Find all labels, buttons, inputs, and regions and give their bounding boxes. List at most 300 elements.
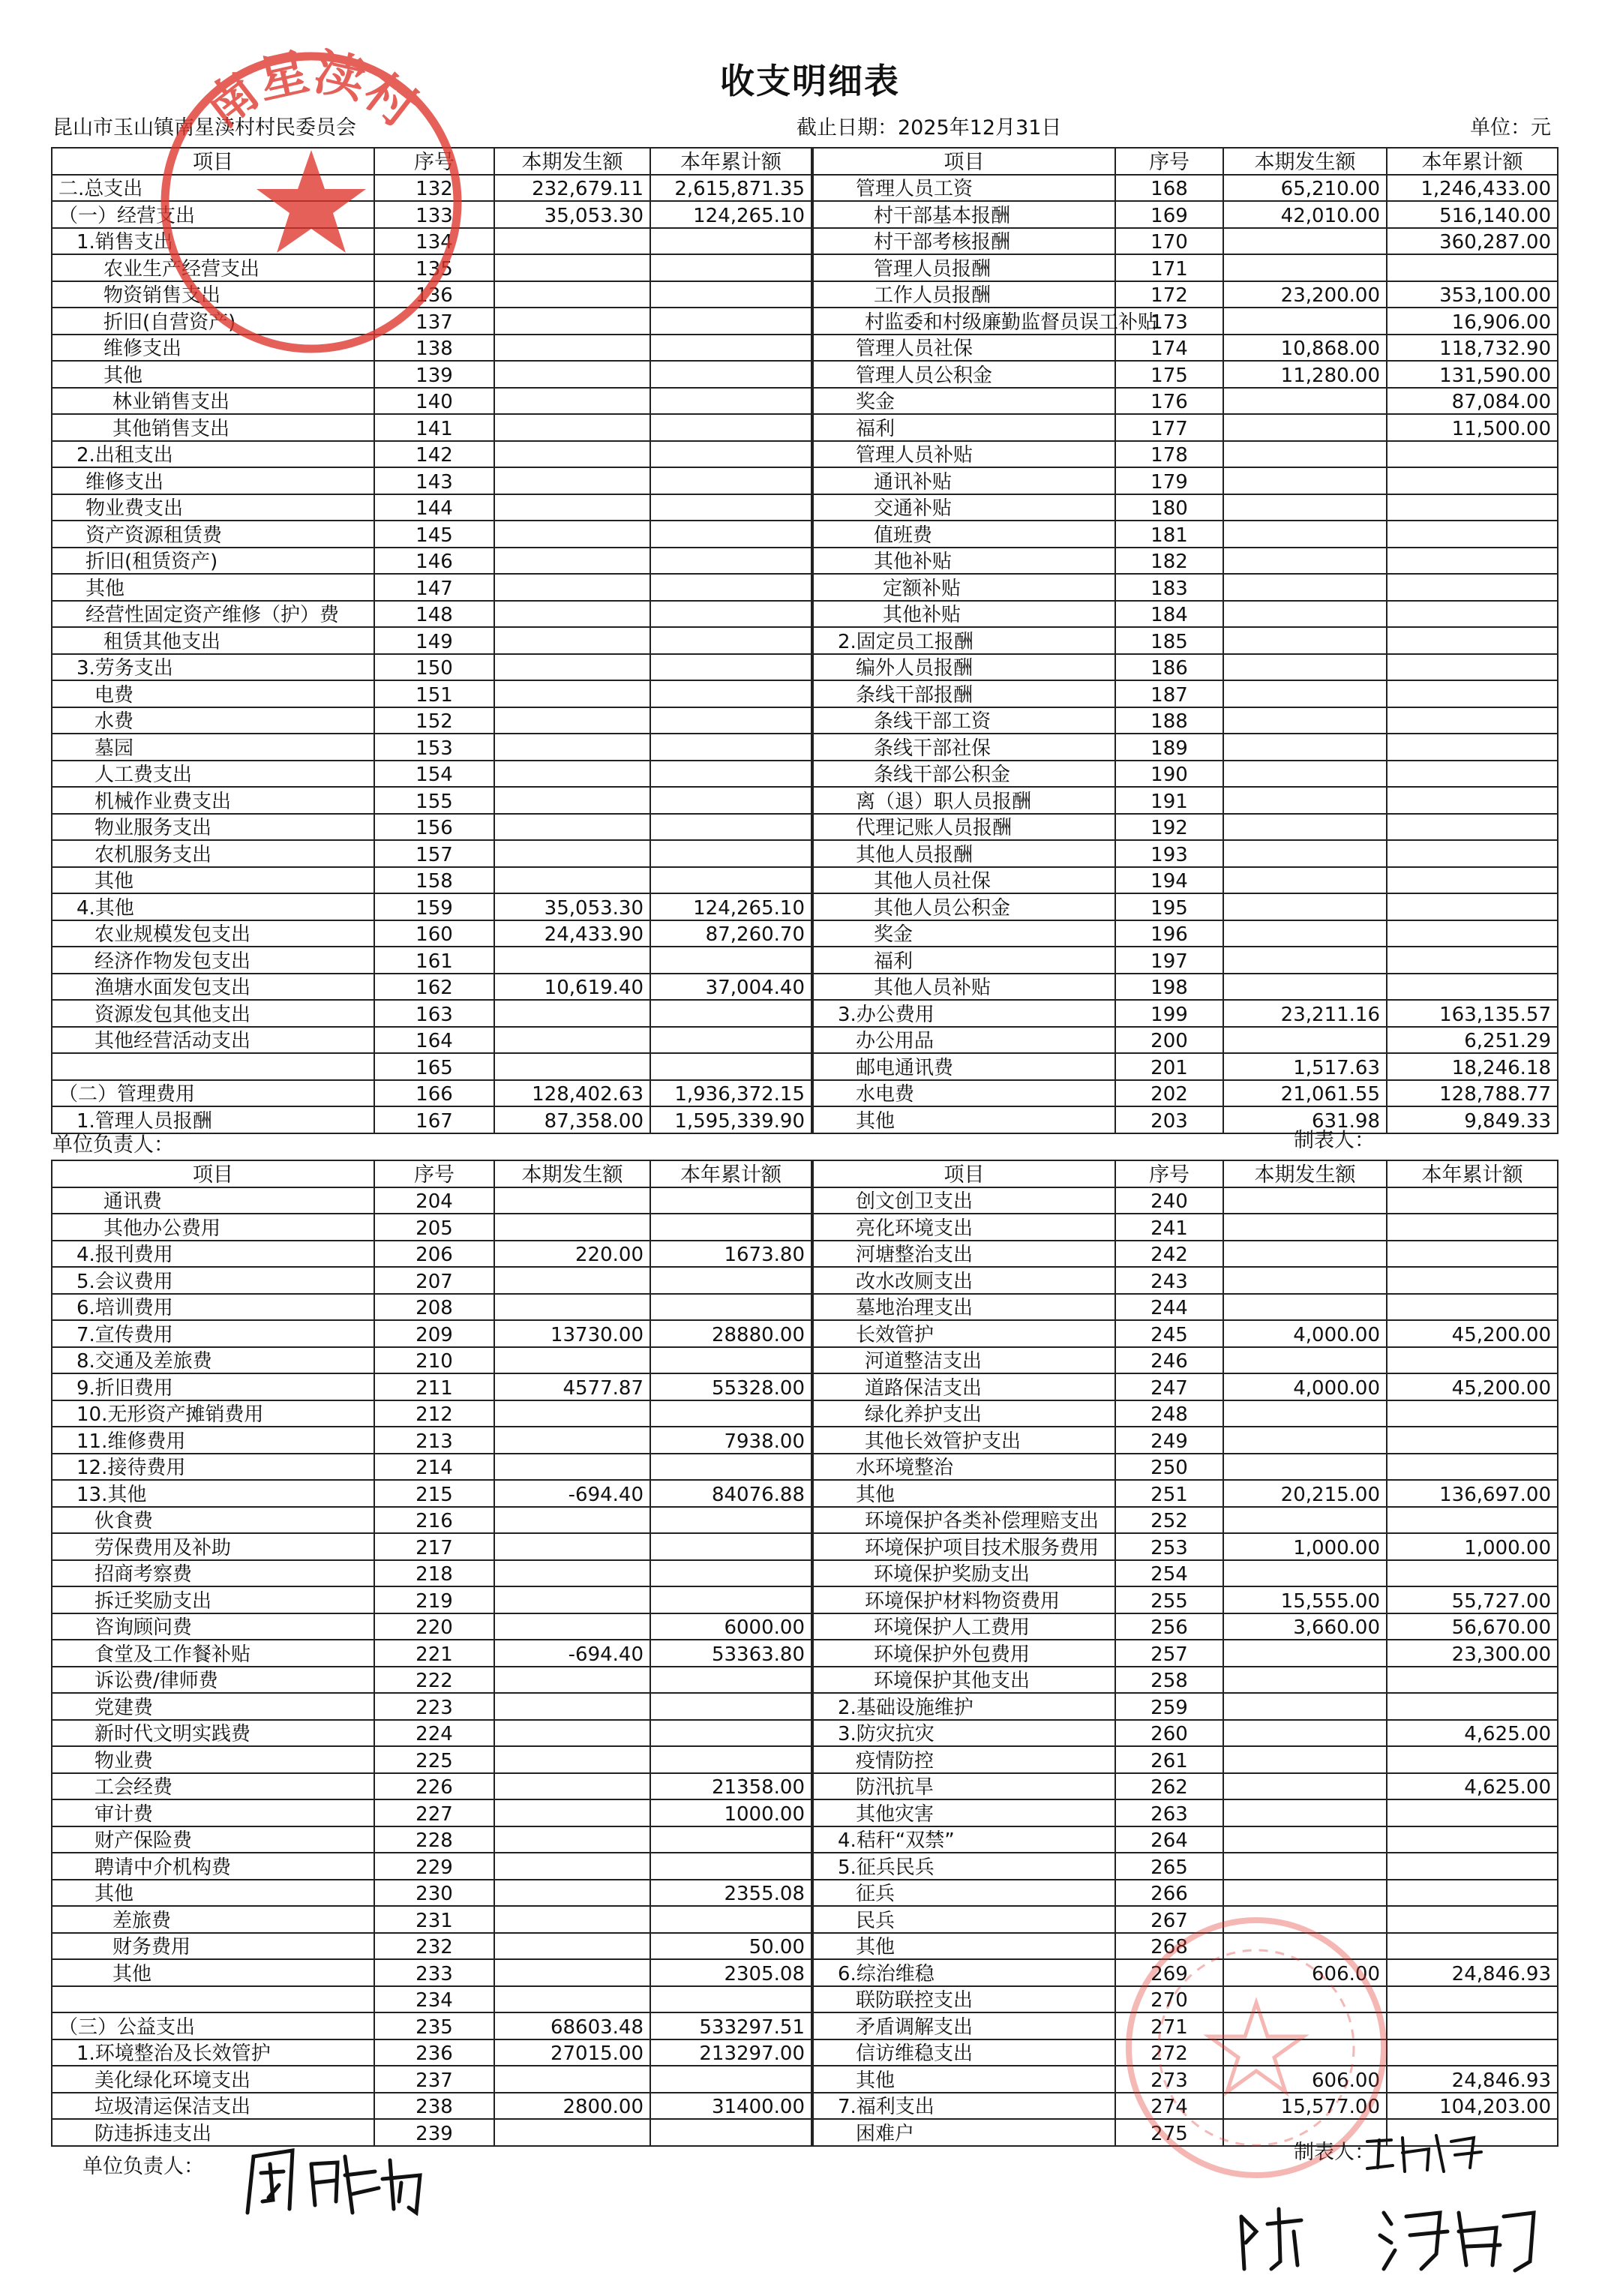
seq-cell: 204	[374, 1187, 494, 1214]
seq-cell: 237	[374, 2066, 494, 2093]
item-name-cell: 道路保洁支出	[812, 1373, 1115, 1400]
amount-cell	[1223, 2012, 1387, 2039]
amount-cell	[1387, 574, 1558, 601]
item-name-cell: 聘请中介机构费	[52, 1853, 374, 1880]
column-header: 本期发生额	[1223, 148, 1387, 175]
seq-cell: 265	[1115, 1853, 1223, 1880]
seq-cell: 166	[374, 1080, 494, 1107]
table-row	[52, 494, 1558, 521]
amount-cell	[1223, 388, 1387, 415]
amount-cell	[1387, 1187, 1558, 1214]
item-name-cell: 环境保护材料物资费用	[812, 1586, 1115, 1613]
amount-cell	[494, 521, 650, 548]
item-name-cell: 水费	[52, 707, 374, 734]
item-name-cell: 水电费	[812, 1080, 1115, 1107]
amount-cell	[494, 1906, 650, 1933]
amount-cell	[1387, 1667, 1558, 1694]
amount-cell: 2,615,871.35	[650, 175, 812, 202]
amount-cell	[494, 254, 650, 281]
amount-cell	[650, 601, 812, 628]
item-name-cell: 信访维稳支出	[812, 2039, 1115, 2066]
item-name-cell: 其他人员报酬	[812, 840, 1115, 867]
table-row	[52, 627, 1558, 654]
item-name-cell: 物业费	[52, 1746, 374, 1773]
item-name-cell: 河塘整治支出	[812, 1241, 1115, 1268]
seq-cell: 254	[1115, 1560, 1223, 1587]
amount-cell	[494, 1986, 650, 2013]
item-name-cell: 其他经营活动支出	[52, 1027, 374, 1054]
amount-cell	[494, 1347, 650, 1374]
seq-cell: 134	[374, 228, 494, 255]
table-row	[52, 1267, 1558, 1294]
item-name-cell: 代理记账人员报酬	[812, 814, 1115, 841]
amount-cell	[650, 1693, 812, 1720]
seq-cell: 233	[374, 1959, 494, 1986]
amount-cell	[650, 707, 812, 734]
item-name-cell: 2.出租支出	[52, 441, 374, 468]
amount-cell: 16,906.00	[1387, 308, 1558, 335]
item-name-cell: 9.折旧费用	[52, 1373, 374, 1400]
table-row	[52, 1826, 1558, 1853]
item-name-cell: 疫情防控	[812, 1746, 1115, 1773]
amount-cell: 232,679.11	[494, 175, 650, 202]
item-name-cell: 4.其他	[52, 893, 374, 920]
table-row	[52, 1986, 1558, 2013]
amount-cell: 1673.80	[650, 1241, 812, 1268]
item-name-cell: 物业服务支出	[52, 814, 374, 841]
amount-cell	[494, 1933, 650, 1960]
table-header-row	[52, 1160, 1558, 1187]
table-row	[52, 947, 1558, 974]
item-name-cell: 其他办公费用	[52, 1214, 374, 1241]
column-header: 序号	[374, 1160, 494, 1187]
item-name-cell: 墓园	[52, 734, 374, 761]
amount-cell: 516,140.00	[1387, 201, 1558, 228]
item-name-cell: 其他	[52, 1959, 374, 1986]
item-name-cell: 美化绿化环境支出	[52, 2066, 374, 2093]
item-name-cell: 办公用品	[812, 1027, 1115, 1054]
item-name-cell: 13.其他	[52, 1480, 374, 1507]
item-name-cell: 环境保护项目技术服务费用	[812, 1533, 1115, 1560]
amount-cell	[494, 734, 650, 761]
amount-cell	[650, 1294, 812, 1321]
amount-cell: 1,936,372.15	[650, 1080, 812, 1107]
seq-cell: 186	[1115, 654, 1223, 681]
table-row	[52, 1853, 1558, 1880]
amount-cell	[1387, 627, 1558, 654]
amount-cell	[1223, 1986, 1387, 2013]
item-name-cell: 财务费用	[52, 1933, 374, 1960]
amount-cell: 2800.00	[494, 2093, 650, 2120]
amount-cell: 104,203.00	[1387, 2093, 1558, 2120]
seq-cell: 190	[1115, 761, 1223, 788]
amount-cell	[1387, 920, 1558, 947]
item-name-cell: 其他	[812, 1106, 1115, 1133]
amount-cell	[1387, 1347, 1558, 1374]
amount-cell	[650, 1586, 812, 1613]
amount-cell	[494, 335, 650, 362]
seq-cell: 160	[374, 920, 494, 947]
unit-name: 昆山市玉山镇南星渎村村民委员会	[52, 116, 356, 140]
amount-cell	[1387, 1986, 1558, 2013]
amount-cell	[1387, 1294, 1558, 1321]
seq-cell: 195	[1115, 893, 1223, 920]
amount-cell	[1223, 441, 1387, 468]
seq-cell: 245	[1115, 1320, 1223, 1347]
seq-cell: 263	[1115, 1799, 1223, 1826]
item-name-cell: 绿化养护支出	[812, 1400, 1115, 1427]
seq-cell: 266	[1115, 1880, 1223, 1907]
seq-cell: 132	[374, 175, 494, 202]
table-row	[52, 1053, 1558, 1080]
item-name-cell: 条线干部报酬	[812, 680, 1115, 707]
seq-cell: 250	[1115, 1454, 1223, 1481]
item-name-cell: 12.接待费用	[52, 1454, 374, 1481]
date-label: 截止日期：2025年12月31日	[796, 116, 1062, 140]
amount-cell	[650, 521, 812, 548]
seq-cell: 172	[1115, 281, 1223, 308]
amount-cell	[1387, 1267, 1558, 1294]
table-row	[52, 201, 1558, 228]
seq-cell: 206	[374, 1241, 494, 1268]
amount-cell: 24,846.93	[1387, 1959, 1558, 1986]
seq-cell: 255	[1115, 1586, 1223, 1613]
amount-cell: 1,595,339.90	[650, 1106, 812, 1133]
amount-cell	[1223, 627, 1387, 654]
item-name-cell: 经济作物发包支出	[52, 947, 374, 974]
item-name-cell: 折旧(租赁资产)	[52, 548, 374, 575]
table-row	[52, 1640, 1558, 1667]
item-name-cell: 二.总支出	[52, 175, 374, 202]
table-row	[52, 441, 1558, 468]
column-header: 项目	[812, 148, 1115, 175]
seq-cell: 163	[374, 1000, 494, 1027]
amount-cell	[1223, 228, 1387, 255]
amount-cell: 27015.00	[494, 2039, 650, 2066]
amount-cell	[1387, 1427, 1558, 1454]
seq-cell: 231	[374, 1906, 494, 1933]
column-header: 项目	[812, 1160, 1115, 1187]
seq-cell: 234	[374, 1986, 494, 2013]
item-name-cell: 长效管护	[812, 1320, 1115, 1347]
seq-cell: 218	[374, 1560, 494, 1587]
seq-cell: 149	[374, 627, 494, 654]
table-row	[52, 814, 1558, 841]
item-name-cell: 1.管理人员报酬	[52, 1106, 374, 1133]
item-name-cell: 工会经费	[52, 1773, 374, 1800]
table-row	[52, 361, 1558, 388]
amount-cell	[494, 1267, 650, 1294]
amount-cell	[1223, 601, 1387, 628]
item-name-cell: 其他灾害	[812, 1799, 1115, 1826]
table-row	[52, 893, 1558, 920]
item-name-cell: 维修支出	[52, 467, 374, 494]
amount-cell	[1223, 574, 1387, 601]
item-name-cell: 7.宣传费用	[52, 1320, 374, 1347]
amount-cell	[1223, 893, 1387, 920]
item-name-cell: 定额补贴	[812, 574, 1115, 601]
item-name-cell: 食堂及工作餐补贴	[52, 1640, 374, 1667]
seq-cell: 228	[374, 1826, 494, 1853]
amount-cell	[494, 1586, 650, 1613]
amount-cell	[1387, 707, 1558, 734]
amount-cell	[650, 388, 812, 415]
amount-cell	[494, 680, 650, 707]
item-name-cell: 创文创卫支出	[812, 1187, 1115, 1214]
amount-cell	[494, 1799, 650, 1826]
amount-cell: 15,555.00	[1223, 1586, 1387, 1613]
item-name-cell: 征兵	[812, 1880, 1115, 1907]
item-name-cell: （三）公益支出	[52, 2012, 374, 2039]
seq-cell: 259	[1115, 1693, 1223, 1720]
amount-cell	[494, 1746, 650, 1773]
item-name-cell: 环境保护其他支出	[812, 1667, 1115, 1694]
seq-cell: 253	[1115, 1533, 1223, 1560]
amount-cell	[650, 1267, 812, 1294]
seq-cell: 180	[1115, 494, 1223, 521]
column-header: 本年累计额	[650, 148, 812, 175]
item-name-cell: 经营性固定资产维修（护）费	[52, 601, 374, 628]
amount-cell	[1223, 1560, 1387, 1587]
amount-cell	[494, 281, 650, 308]
item-name-cell: 林业销售支出	[52, 388, 374, 415]
amount-cell	[1387, 974, 1558, 1001]
maker-label-1: 制表人：	[1294, 1129, 1375, 1152]
seq-cell: 179	[1115, 467, 1223, 494]
seq-cell: 154	[374, 761, 494, 788]
seq-cell: 176	[1115, 388, 1223, 415]
amount-cell	[494, 1959, 650, 1986]
table-row	[52, 1241, 1558, 1268]
amount-cell	[1223, 521, 1387, 548]
item-name-cell: 条线干部公积金	[812, 761, 1115, 788]
seq-cell: 151	[374, 680, 494, 707]
seq-cell: 235	[374, 2012, 494, 2039]
amount-cell	[1223, 1880, 1387, 1907]
seq-cell: 200	[1115, 1027, 1223, 1054]
amount-cell: 55,727.00	[1387, 1586, 1558, 1613]
amount-cell: 35,053.30	[494, 201, 650, 228]
amount-cell	[1223, 654, 1387, 681]
item-name-cell: 其他	[812, 1480, 1115, 1507]
table-row	[52, 1959, 1558, 1986]
seq-cell: 201	[1115, 1053, 1223, 1080]
amount-cell: 606.00	[1223, 1959, 1387, 1986]
seq-cell: 174	[1115, 335, 1223, 362]
amount-cell	[1223, 414, 1387, 441]
amount-cell: 4,625.00	[1387, 1773, 1558, 1800]
table-row	[52, 1214, 1558, 1241]
item-name-cell: 招商考察费	[52, 1560, 374, 1587]
item-name-cell: 其他	[812, 2066, 1115, 2093]
amount-cell	[494, 707, 650, 734]
amount-cell	[1223, 1933, 1387, 1960]
item-name-cell: 条线干部社保	[812, 734, 1115, 761]
amount-cell	[494, 761, 650, 788]
amount-cell	[650, 1720, 812, 1747]
seq-cell: 146	[374, 548, 494, 575]
amount-cell	[650, 2066, 812, 2093]
table-row	[52, 787, 1558, 814]
table-row	[52, 1000, 1558, 1027]
amount-cell: 65,210.00	[1223, 175, 1387, 202]
seq-cell: 258	[1115, 1667, 1223, 1694]
amount-cell	[1223, 840, 1387, 867]
amount-cell	[650, 1906, 812, 1933]
amount-cell	[1223, 867, 1387, 894]
amount-cell: 50.00	[650, 1933, 812, 1960]
amount-cell	[650, 840, 812, 867]
table-row	[52, 521, 1558, 548]
amount-cell	[650, 814, 812, 841]
amount-cell	[650, 308, 812, 335]
amount-cell	[1223, 920, 1387, 947]
table-row	[52, 1454, 1558, 1481]
item-name-cell: 邮电通讯费	[812, 1053, 1115, 1080]
table-row	[52, 574, 1558, 601]
amount-cell	[650, 228, 812, 255]
table-row	[52, 308, 1558, 335]
seq-cell: 153	[374, 734, 494, 761]
amount-cell: 1000.00	[650, 1799, 812, 1826]
amount-cell	[494, 1000, 650, 1027]
seq-cell: 150	[374, 654, 494, 681]
amount-cell: 87,084.00	[1387, 388, 1558, 415]
amount-cell	[494, 1533, 650, 1560]
amount-cell	[1223, 1454, 1387, 1481]
amount-cell	[650, 654, 812, 681]
column-header: 序号	[1115, 148, 1223, 175]
seq-cell: 141	[374, 414, 494, 441]
amount-cell: 163,135.57	[1387, 1000, 1558, 1027]
column-header: 本年累计额	[650, 1160, 812, 1187]
amount-cell	[1223, 1640, 1387, 1667]
table-row	[52, 335, 1558, 362]
item-name-cell: 防违拆违支出	[52, 2119, 374, 2146]
amount-cell	[1387, 734, 1558, 761]
amount-cell	[650, 1053, 812, 1080]
item-name-cell: 其他销售支出	[52, 414, 374, 441]
item-name-cell: 矛盾调解支出	[812, 2012, 1115, 2039]
item-name-cell	[52, 1053, 374, 1080]
seq-cell: 183	[1115, 574, 1223, 601]
table-row	[52, 1027, 1558, 1054]
amount-cell	[1387, 521, 1558, 548]
amount-cell	[494, 601, 650, 628]
amount-cell: 55328.00	[650, 1373, 812, 1400]
seq-cell: 192	[1115, 814, 1223, 841]
amount-cell	[494, 627, 650, 654]
seq-cell: 243	[1115, 1267, 1223, 1294]
amount-cell: 45,200.00	[1387, 1373, 1558, 1400]
amount-cell	[494, 1507, 650, 1534]
amount-cell	[1223, 308, 1387, 335]
seq-cell: 251	[1115, 1480, 1223, 1507]
amount-cell: 20,215.00	[1223, 1480, 1387, 1507]
amount-cell: 631.98	[1223, 1106, 1387, 1133]
item-name-cell: 3.防灾抗灾	[812, 1720, 1115, 1747]
item-name-cell: 工作人员报酬	[812, 281, 1115, 308]
item-name-cell: 拆迁奖励支出	[52, 1586, 374, 1613]
table-row	[52, 1720, 1558, 1747]
item-name-cell: 4.秸秆“双禁”	[812, 1826, 1115, 1853]
seq-cell: 239	[374, 2119, 494, 2146]
seq-cell: 171	[1115, 254, 1223, 281]
item-name-cell: 防汛抗旱	[812, 1773, 1115, 1800]
seq-cell: 215	[374, 1480, 494, 1507]
amount-cell	[650, 494, 812, 521]
amount-cell	[1387, 1746, 1558, 1773]
amount-cell: 360,287.00	[1387, 228, 1558, 255]
table-row	[52, 1746, 1558, 1773]
amount-cell: 35,053.30	[494, 893, 650, 920]
table-row	[52, 1294, 1558, 1321]
amount-cell	[494, 1853, 650, 1880]
table-header-row	[52, 148, 1558, 175]
table-row	[52, 1400, 1558, 1427]
amount-cell: 13730.00	[494, 1320, 650, 1347]
amount-cell: 28880.00	[650, 1320, 812, 1347]
amount-cell: 6,251.29	[1387, 1027, 1558, 1054]
amount-cell	[1223, 1241, 1387, 1268]
item-name-cell: 8.交通及差旅费	[52, 1347, 374, 1374]
amount-cell: 118,732.90	[1387, 335, 1558, 362]
item-name-cell: 租赁其他支出	[52, 627, 374, 654]
amount-cell	[650, 1454, 812, 1481]
leader-signature	[240, 2141, 442, 2224]
amount-cell: 136,697.00	[1387, 1480, 1558, 1507]
seq-cell: 187	[1115, 680, 1223, 707]
seq-cell: 224	[374, 1720, 494, 1747]
amount-cell	[494, 308, 650, 335]
amount-cell	[1223, 707, 1387, 734]
seq-cell: 238	[374, 2093, 494, 2120]
item-name-cell: 1.销售支出	[52, 228, 374, 255]
amount-cell	[494, 574, 650, 601]
seq-cell: 136	[374, 281, 494, 308]
amount-cell	[1387, 1693, 1558, 1720]
seq-cell: 155	[374, 787, 494, 814]
item-name-cell: 其他补贴	[812, 548, 1115, 575]
amount-cell	[1223, 1027, 1387, 1054]
amount-cell: 68603.48	[494, 2012, 650, 2039]
column-header: 本期发生额	[494, 1160, 650, 1187]
item-name-cell: 其他长效管护支出	[812, 1427, 1115, 1454]
amount-cell: 23,200.00	[1223, 281, 1387, 308]
column-header: 序号	[1115, 1160, 1223, 1187]
item-name-cell: 其他补贴	[812, 601, 1115, 628]
item-name-cell: 困难户	[812, 2119, 1115, 2146]
item-name-cell: 管理人员公积金	[812, 361, 1115, 388]
seq-cell: 142	[374, 441, 494, 468]
seq-cell: 135	[374, 254, 494, 281]
item-name-cell: 5.会议费用	[52, 1267, 374, 1294]
seq-cell: 161	[374, 947, 494, 974]
seq-cell: 137	[374, 308, 494, 335]
amount-cell	[650, 1853, 812, 1880]
amount-cell	[494, 867, 650, 894]
seq-cell: 202	[1115, 1080, 1223, 1107]
seq-cell: 184	[1115, 601, 1223, 628]
item-name-cell: 人工费支出	[52, 761, 374, 788]
amount-cell: 131,590.00	[1387, 361, 1558, 388]
amount-cell: 23,300.00	[1387, 1640, 1558, 1667]
seq-cell: 194	[1115, 867, 1223, 894]
item-name-cell: 农业生产经营支出	[52, 254, 374, 281]
item-name-cell: 物业费支出	[52, 494, 374, 521]
amount-cell	[1223, 680, 1387, 707]
amount-cell	[1387, 840, 1558, 867]
